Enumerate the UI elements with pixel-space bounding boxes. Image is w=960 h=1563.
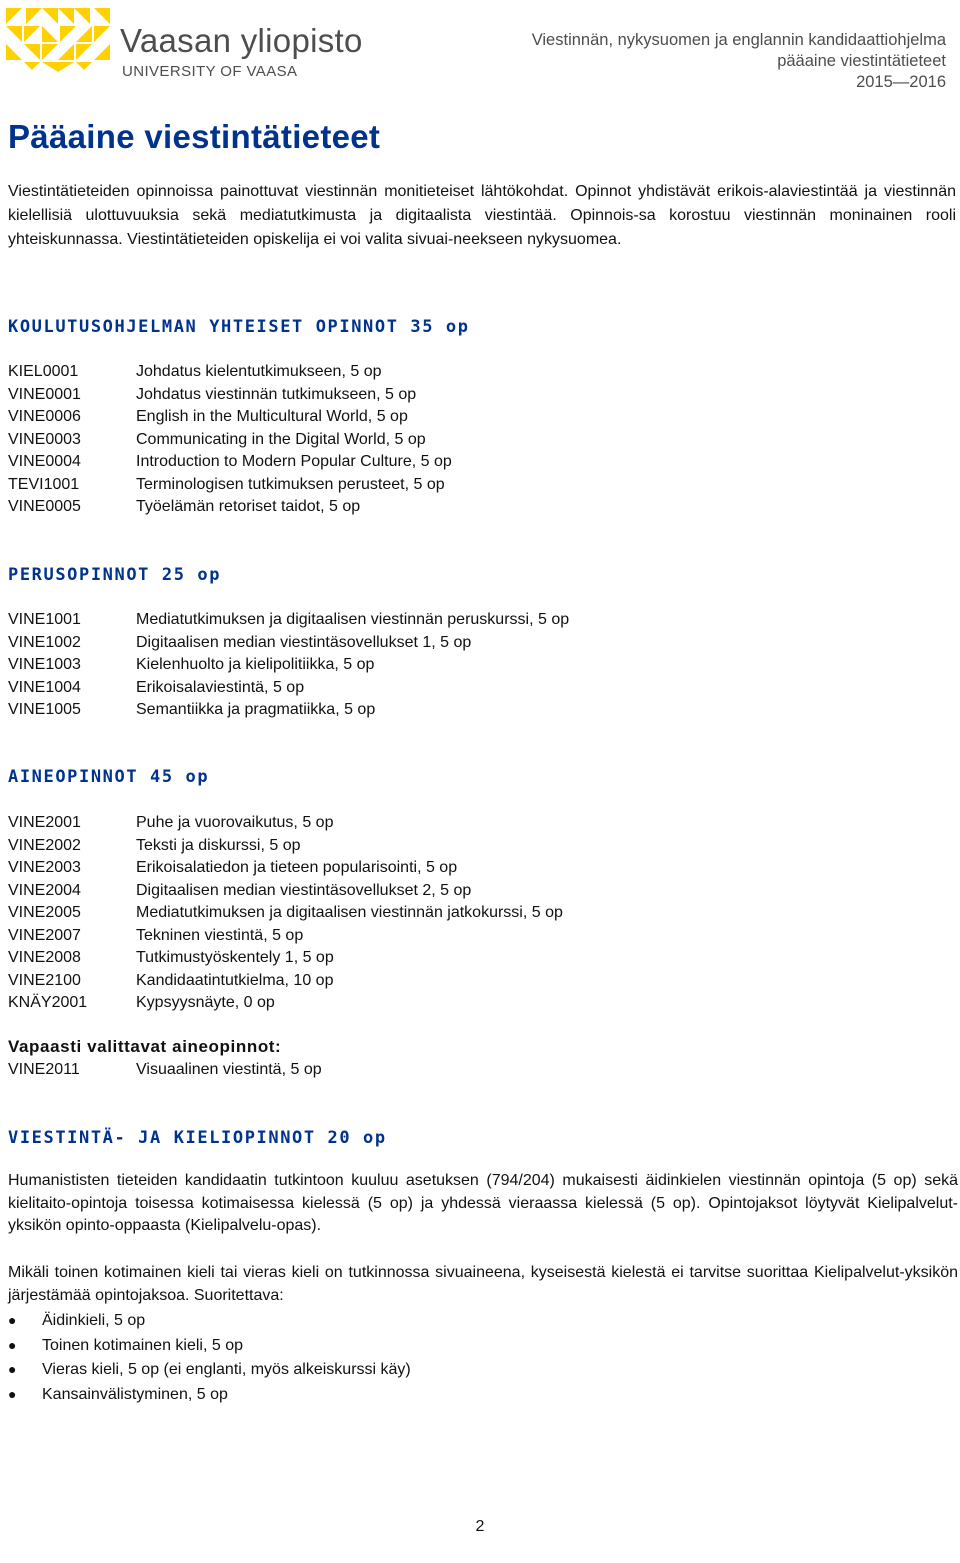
course-code: VINE0005 — [8, 498, 81, 515]
page-number: 2 — [475, 1518, 485, 1535]
section-title-language: VIESTINTÄ- JA KIELIOPINNOT 20 op — [8, 1128, 387, 1148]
course-name: Digitaalisen median viestintäsovellukset 1, 5 op — [136, 633, 472, 651]
course-row — [8, 1059, 322, 1082]
course-list-subject — [8, 812, 563, 1015]
course-row — [8, 857, 563, 880]
course-row — [8, 496, 452, 519]
course-row — [8, 970, 563, 993]
list-item — [8, 1382, 411, 1407]
course-name: Työelämän retoriset taidot, 5 op — [136, 498, 361, 515]
course-row — [8, 406, 452, 429]
course-name: Tutkimustyöskentely 1, 5 op — [136, 949, 334, 966]
university-logo-icon — [6, 8, 110, 72]
course-row — [8, 677, 569, 700]
course-row — [8, 632, 569, 655]
course-name: Communicating in the Digital World, 5 op — [136, 430, 426, 448]
course-code: KIEL0001 — [8, 363, 79, 380]
course-list-basic — [8, 609, 569, 722]
course-row — [8, 925, 563, 948]
course-name: Kandidaatintutkielma, 10 op — [136, 971, 334, 989]
course-code: VINE2005 — [8, 904, 81, 921]
course-code: VINE1003 — [8, 656, 81, 673]
bullet-icon: ● — [8, 1336, 17, 1353]
list-item-text: Toinen kotimainen kieli, 5 op — [42, 1336, 244, 1354]
course-row — [8, 609, 569, 632]
course-row — [8, 880, 563, 903]
section-title-subject: AINEOPINNOT 45 op — [8, 767, 210, 787]
course-code: VINE1002 — [8, 633, 81, 651]
course-row — [8, 699, 569, 722]
course-code: VINE2003 — [8, 859, 81, 876]
course-name: Kypsyysnäyte, 0 op — [136, 994, 275, 1011]
course-row — [8, 992, 563, 1015]
course-code: VINE2011 — [8, 1061, 80, 1078]
course-name: Teksti ja diskurssi, 5 op — [136, 836, 301, 854]
bullet-icon: ● — [8, 1361, 17, 1377]
language-paragraph-2: Mikäli toinen kotimainen kieli tai vieras kieli on tutkinnossa sivuaineena, kyseisestä kielestä ei tarvitse suorittaa Kielipalvelut-yksikön järjestämää opintojaksoa. Suoritettava: — [8, 1264, 958, 1304]
section-title-basic: PERUSOPINNOT 25 op — [8, 565, 222, 585]
course-row — [8, 474, 452, 497]
course-name: Johdatus viestinnän tutkimukseen, 5 op — [136, 385, 417, 403]
course-name: Digitaalisen median viestintäsovellukset 2, 5 op — [136, 881, 472, 899]
course-code: VINE2100 — [8, 971, 81, 989]
free-electives-title: Vapaasti valittavat aineopinnot: — [8, 1037, 282, 1056]
list-item — [8, 1308, 411, 1333]
course-name: Introduction to Modern Popular Culture, 5 op — [136, 453, 452, 470]
section-title-common: KOULUTUSOHJELMAN YHTEISET OPINNOT 35 op — [8, 317, 470, 337]
course-row — [8, 429, 452, 452]
intro-paragraph: Viestintätieteiden opinnoissa painottuvat viestinnän monitieteiset lähtökohdat. Opinnot yhdistävät erikois-alaviestintää ja viestinnän kielellisiä ulottuvuuksia sekä mediatutkimusta ja digitaalista viestintää. Opinnois-sa korostuu viestinnän moninainen rooli yhteiskunnassa. Viestintätieteiden opiskelija ei voi valita sivuai-neekseen nykysuomea. — [8, 183, 956, 248]
page-header — [0, 0, 960, 100]
course-name: English in the Multicultural World, 5 op — [136, 408, 408, 425]
course-code: VINE1001 — [8, 611, 81, 628]
course-code: VINE1004 — [8, 678, 81, 696]
bullet-icon: ● — [8, 1385, 17, 1402]
header-meta — [532, 30, 946, 93]
course-name: Semantiikka ja pragmatiikka, 5 op — [136, 701, 376, 718]
course-code: VINE2004 — [8, 881, 81, 899]
list-item — [8, 1357, 411, 1382]
course-code: VINE0001 — [8, 385, 81, 403]
course-code: VINE2002 — [8, 836, 81, 854]
course-row — [8, 902, 563, 925]
course-code: TEVI1001 — [8, 475, 80, 493]
course-code: VINE1005 — [8, 701, 81, 718]
course-name: Mediatutkimuksen ja digitaalisen viestinnän peruskurssi, 5 op — [136, 611, 570, 628]
course-code: VINE0006 — [8, 408, 81, 425]
list-item-text: Kansainvälistyminen, 5 op — [42, 1385, 228, 1403]
course-row — [8, 947, 563, 970]
course-code: VINE2007 — [8, 926, 81, 944]
required-studies-list — [8, 1308, 411, 1406]
course-name: Visuaalinen viestintä, 5 op — [136, 1061, 322, 1078]
course-row — [8, 835, 563, 858]
course-list-common — [8, 361, 452, 519]
bullet-icon: ● — [8, 1312, 17, 1328]
language-paragraph-1: Humanististen tieteiden kandidaatin tutkintoon kuuluu asetuksen (794/204) mukaisesti äidinkielen viestinnän opintoja (5 op) sekä kielitaito-opintoja toisessa kotimaisessa kielessä (5 op) ja yhdessä vieraassa kielessä (5 op). Opintojaksot löytyvät Kielipalvelut-yksikön opinto-oppaasta (Kielipalvelu-opas). — [8, 1172, 958, 1234]
course-code: KNÄY2001 — [8, 994, 88, 1011]
course-row — [8, 361, 452, 384]
course-code: VINE0004 — [8, 453, 81, 470]
course-row — [8, 451, 452, 474]
course-row — [8, 812, 563, 835]
course-code: VINE2001 — [8, 814, 81, 831]
course-name: Terminologisen tutkimuksen perusteet, 5 op — [136, 475, 445, 493]
course-name: Kielenhuolto ja kielipolitiikka, 5 op — [136, 656, 375, 673]
course-row — [8, 654, 569, 677]
logo-wordmark: Vaasan yliopisto — [120, 22, 363, 59]
course-row — [8, 384, 452, 407]
course-name: Johdatus kielentutkimukseen, 5 op — [136, 363, 382, 380]
list-item-text: Vieras kieli, 5 op (ei englanti, myös alkeiskurssi käy) — [42, 1361, 411, 1378]
academic-years: 2015—2016 — [856, 73, 946, 91]
course-name: Mediatutkimuksen ja digitaalisen viestinnän jatkokurssi, 5 op — [136, 904, 563, 921]
course-name: Erikoisalaviestintä, 5 op — [136, 678, 305, 696]
page-title: Pääaine viestintätieteet — [8, 118, 381, 155]
major-name: pääaine viestintätieteet — [777, 52, 946, 70]
course-name: Erikoisalatiedon ja tieteen popularisointi, 5 op — [136, 859, 458, 876]
course-code: VINE0003 — [8, 430, 81, 448]
course-code: VINE2008 — [8, 949, 81, 966]
list-item-text: Äidinkieli, 5 op — [42, 1312, 146, 1329]
program-name: Viestinnän, nykysuomen ja englannin kandidaattiohjelma — [531, 31, 946, 49]
logo-subtitle: UNIVERSITY OF VAASA — [122, 63, 298, 80]
course-list-free-electives — [8, 1059, 322, 1082]
course-name: Tekninen viestintä, 5 op — [136, 926, 304, 944]
list-item — [8, 1333, 411, 1358]
course-name: Puhe ja vuorovaikutus, 5 op — [136, 814, 334, 831]
